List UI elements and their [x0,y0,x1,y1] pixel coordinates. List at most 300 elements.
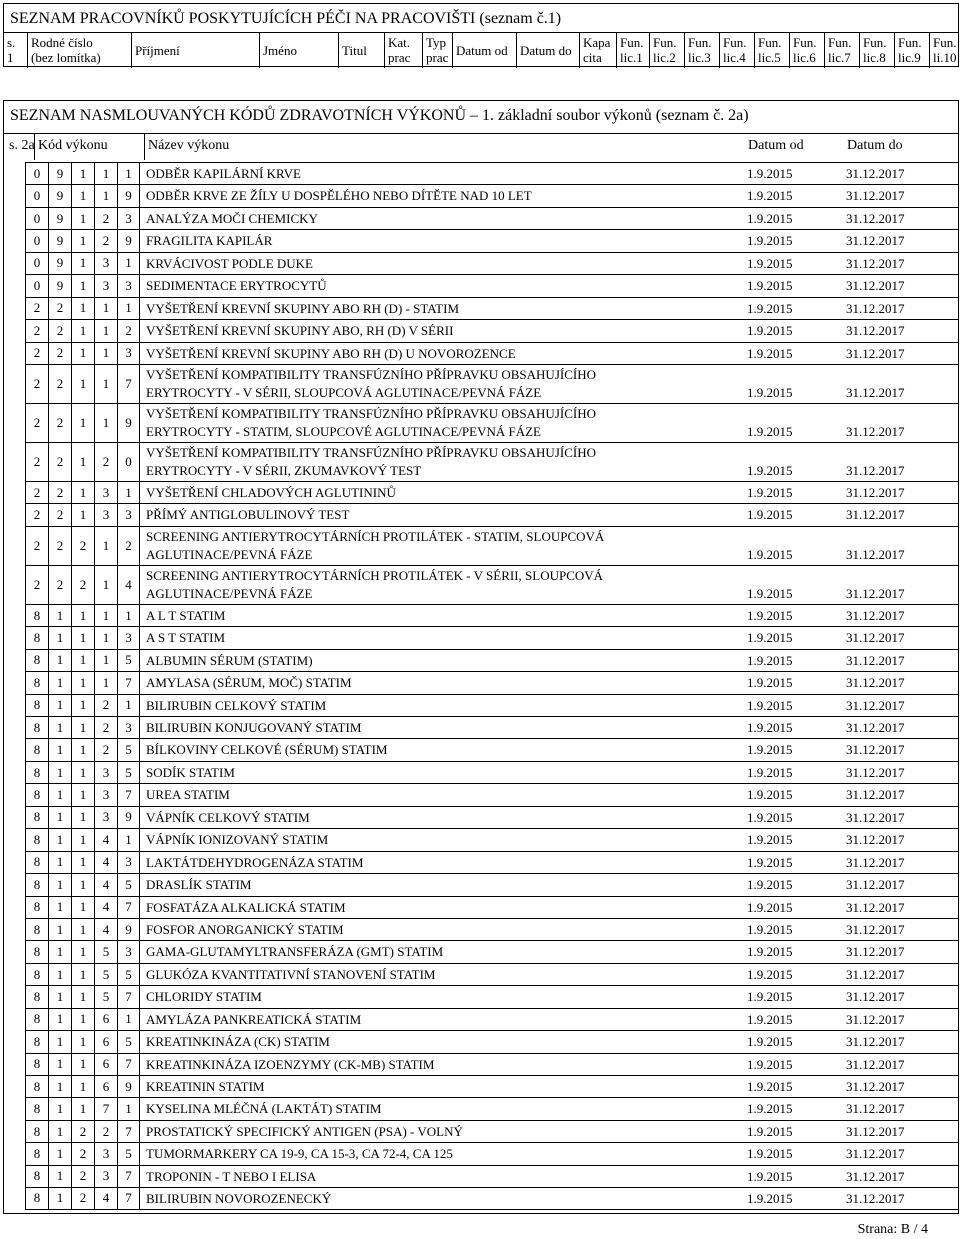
staff-column-header-line: Datum do [520,43,572,58]
code-digit: 7 [117,784,140,805]
table-row [25,828,959,850]
code-digit: 2 [71,1121,94,1142]
date-from: 1.9.2015 [747,1011,793,1027]
date-from: 1.9.2015 [747,1034,793,1050]
table-row [25,1165,959,1187]
code-digit: 2 [25,443,48,481]
date-to: 31.12.2017 [846,1034,905,1050]
code-digit: 2 [25,566,48,604]
staff-column-header-line: Příjmení [135,43,180,58]
staff-column-header-line: lic.1 [620,50,643,65]
code-digit: 9 [117,919,140,940]
code-digit: 3 [94,762,117,783]
header-num: s. 2a [9,138,35,153]
staff-column-header [894,33,929,68]
date-to: 31.12.2017 [846,1101,905,1117]
procedure-name-line: GAMA-GLUTAMYLTRANSFERÁZA (GMT) STATIM [146,944,444,960]
procedure-name-line: DRASLÍK STATIM [146,877,252,893]
code-digit: 7 [117,1188,140,1208]
date-to: 31.12.2017 [846,300,905,316]
date-to: 31.12.2017 [846,384,905,400]
code-digit: 1 [71,208,94,229]
table-row [25,481,959,503]
staff-column-header-line: Typ [426,35,447,50]
table-row [25,274,959,296]
procedure-name [146,528,746,564]
date-to: 31.12.2017 [846,546,905,562]
code-digit: 8 [25,650,48,671]
table-row [25,1053,959,1075]
staff-column-header [754,33,789,68]
code-digit: 1 [94,627,117,648]
code-digit: 1 [71,185,94,206]
code-digit: 1 [117,1009,140,1030]
code-digit: 1 [117,829,140,850]
code-digit: 5 [94,941,117,962]
code-digit: 3 [94,807,117,828]
staff-column-header-line: Fun. [793,35,817,50]
procedure-name [146,831,746,849]
code-digit: 8 [25,605,48,626]
table-row [25,806,959,828]
date-to: 31.12.2017 [846,764,905,780]
procedure-name [146,719,746,737]
code-digit: 1 [48,650,71,671]
procedure-name-line: TROPONIN - T NEBO I ELISA [146,1168,317,1184]
staff-column-header-line: li.10 [933,50,957,65]
code-digit: 9 [117,807,140,828]
code-digit: 1 [94,566,117,604]
code-digit: 3 [117,343,140,364]
code-digit: 7 [117,897,140,918]
code-digit: 8 [25,739,48,760]
code-digit: 3 [94,1143,117,1164]
procedure-name-line: ODBĚR KAPILÁRNÍ KRVE [146,166,301,181]
date-from: 1.9.2015 [747,921,793,937]
procedure-name [146,607,746,625]
table-row [25,896,959,918]
staff-column-header [616,33,649,68]
code-digit: 1 [117,163,140,184]
date-to: 31.12.2017 [846,899,905,915]
code-digit: 2 [94,695,117,716]
date-from: 1.9.2015 [747,278,793,294]
code-digit: 5 [117,762,140,783]
date-to: 31.12.2017 [846,607,905,623]
table-row [25,671,959,693]
code-digit: 2 [71,527,94,565]
table-row [25,565,959,604]
procedure-name [146,988,746,1006]
code-digit: 1 [71,874,94,895]
procedure-name [146,484,746,502]
code-digit: 3 [94,784,117,805]
staff-column-header [649,33,684,68]
staff-column-header-line: Fun. [653,35,677,50]
date-to: 31.12.2017 [846,1168,905,1184]
table-row [25,1187,959,1209]
date-from: 1.9.2015 [747,507,793,523]
procedure-name [146,255,746,273]
date-from: 1.9.2015 [747,345,793,361]
code-digit: 2 [94,443,117,481]
staff-column-header-line: Kat. [388,35,411,50]
code-digit: 8 [25,717,48,738]
code-digit: 3 [94,253,117,274]
code-digit: 1 [48,1143,71,1164]
code-digit: 1 [48,1121,71,1142]
procedure-name-line: GLUKÓZA KVANTITATIVNÍ STANOVENÍ STATIM [146,966,436,982]
date-to: 31.12.2017 [846,188,905,204]
code-digit: 3 [117,941,140,962]
code-digit: 8 [25,986,48,1007]
code-digit: 2 [25,504,48,525]
code-digit: 1 [71,964,94,985]
staff-column-header-line: Fun. [828,35,852,50]
code-digit: 4 [94,874,117,895]
staff-column-header-line: Fun. [933,35,957,50]
procedure-name [146,1078,746,1096]
code-digit: 1 [71,986,94,1007]
table-row [25,207,959,229]
code-digit: 7 [117,1121,140,1142]
code-digit: 2 [25,320,48,341]
table-row [25,1008,959,1030]
procedure-name-line: TUMORMARKERY CA 19-9, CA 15-3, CA 72-4, CA 125 [146,1146,453,1162]
date-to: 31.12.2017 [846,210,905,226]
table-row [25,940,959,962]
date-to: 31.12.2017 [846,697,905,713]
procedure-name-line: ALBUMIN SÉRUM (STATIM) [146,652,313,668]
code-digit: 5 [117,964,140,985]
code-digit: 1 [71,739,94,760]
procedure-name-line: VYŠETŘENÍ KREVNÍ SKUPINY ABO RH (D) - STATIM [146,300,460,316]
procedure-name-line: FRAGILITA KAPILÁR [146,233,273,249]
date-from: 1.9.2015 [747,323,793,339]
code-digit: 2 [48,343,71,364]
table-row [25,1030,959,1052]
code-digit: 1 [117,253,140,274]
code-digit: 1 [94,650,117,671]
code-digit: 1 [48,695,71,716]
staff-column-header-line: Fun. [723,35,747,50]
code-digit: 1 [48,919,71,940]
code-digit: 7 [117,1166,140,1187]
procedure-name [146,943,746,961]
table-row [25,963,959,985]
date-to: 31.12.2017 [846,345,905,361]
code-digit: 3 [117,717,140,738]
code-digit: 7 [94,1098,117,1119]
code-digit: 2 [117,527,140,565]
code-digit: 1 [94,404,117,442]
code-digit: 1 [71,852,94,873]
date-from: 1.9.2015 [747,809,793,825]
code-digit: 1 [71,253,94,274]
code-digit: 5 [94,964,117,985]
code-digit: 8 [25,627,48,648]
code-digit: 1 [71,1009,94,1030]
procedure-name [146,899,746,917]
code-digit: 2 [48,504,71,525]
code-digit: 5 [117,1031,140,1052]
code-digit: 1 [71,504,94,525]
table-row [25,738,959,760]
date-from: 1.9.2015 [747,697,793,713]
procedure-name-line: SCREENING ANTIERYTROCYTÁRNÍCH PROTILÁTEK - STATIM, SLOUPCOVÁ [146,528,605,544]
table-row [25,1097,959,1119]
code-digit: 4 [94,1188,117,1208]
code-digit: 2 [71,1166,94,1187]
code-digit: 0 [25,275,48,296]
code-digit: 8 [25,852,48,873]
code-digit: 5 [117,874,140,895]
table-row [25,716,959,738]
code-digit: 1 [48,784,71,805]
procedure-name-line: A L T STATIM [146,607,226,623]
table-row [25,364,959,403]
date-to: 31.12.2017 [846,966,905,982]
staff-column-header-line: prac [388,50,411,65]
date-from: 1.9.2015 [747,742,793,758]
table-row [25,184,959,206]
procedure-name [146,1011,746,1029]
staff-column-header-line: Fun. [688,35,712,50]
code-digit: 8 [25,964,48,985]
date-to: 31.12.2017 [846,1079,905,1094]
code-digit: 3 [117,275,140,296]
code-digit: 1 [48,807,71,828]
procedure-name-line: BILIRUBIN KONJUGOVANÝ STATIM [146,720,362,735]
table-row [25,297,959,319]
procedure-name [146,741,746,759]
code-digit: 2 [25,298,48,319]
procedure-name [146,876,746,894]
code-digit: 1 [94,605,117,626]
staff-column-header-line: s. [7,35,16,50]
procedure-name [146,1056,746,1074]
date-from: 1.9.2015 [747,1191,793,1207]
procedure-list-title: SEZNAM NASMLOUVANÝCH KÓDŮ ZDRAVOTNÍCH VÝKONŮ – 1. základní soubor výkonů (seznam č. 2a) [10,107,749,124]
date-to: 31.12.2017 [846,630,905,646]
table-row [25,851,959,873]
code-digit: 2 [117,320,140,341]
procedure-name [146,809,746,827]
code-digit: 1 [71,672,94,693]
staff-column-header [452,33,516,68]
procedure-list-header [4,133,958,160]
code-digit: 7 [117,1054,140,1075]
procedure-name [146,405,746,441]
code-digit: 1 [48,1188,71,1208]
procedure-name [146,165,746,183]
staff-column-header-line: Titul [342,43,367,58]
date-to: 31.12.2017 [846,423,905,439]
code-digit: 1 [48,1166,71,1187]
date-to: 31.12.2017 [846,1011,905,1027]
code-digit: 1 [94,298,117,319]
staff-column-header [516,33,579,68]
code-digit: 0 [117,443,140,481]
procedure-name-line: VYŠETŘENÍ KREVNÍ SKUPINY ABO RH (D) U NOVOROZENCE [146,345,516,361]
procedure-name-line: PŘÍMÝ ANTIGLOBULINOVÝ TEST [146,507,350,523]
code-digit: 9 [48,208,71,229]
code-digit: 1 [117,605,140,626]
code-digit: 1 [71,404,94,442]
procedure-name [146,444,746,480]
code-digit: 3 [94,1166,117,1187]
procedure-name-line: ODBĚR KRVE ZE ŽÍLY U DOSPĚLÉHO NEBO DÍTĚTE NAD 10 LET [146,188,532,204]
procedure-name [146,652,746,670]
code-digit: 6 [94,1076,117,1097]
code-digit: 6 [94,1031,117,1052]
staff-column-header [579,33,616,68]
date-to: 31.12.2017 [846,255,905,271]
procedure-name-line: A S T STATIM [146,630,226,646]
code-digit: 8 [25,784,48,805]
procedure-name-line: VYŠETŘENÍ CHLADOVÝCH AGLUTININŮ [146,484,396,500]
code-digit: 1 [48,1054,71,1075]
date-from: 1.9.2015 [747,966,793,982]
table-row [25,342,959,364]
date-to: 31.12.2017 [846,233,905,249]
table-row [25,873,959,895]
date-from: 1.9.2015 [747,1146,793,1162]
procedure-name [146,1168,746,1186]
code-digit: 8 [25,1143,48,1164]
code-digit: 1 [71,605,94,626]
header-name: Název výkonu [148,138,230,153]
code-digit: 2 [94,717,117,738]
code-digit: 3 [117,852,140,873]
staff-column-header-line: 1 [7,50,14,65]
code-digit: 1 [71,784,94,805]
code-digit: 2 [94,230,117,251]
code-digit: 1 [94,185,117,206]
code-digit: 1 [117,482,140,503]
date-from: 1.9.2015 [747,210,793,226]
procedure-table [25,162,959,1210]
procedure-name-line: KYSELINA MLÉČNÁ (LAKTÁT) STATIM [146,1101,382,1117]
code-digit: 1 [94,672,117,693]
code-digit: 1 [71,941,94,962]
date-to: 31.12.2017 [846,854,905,870]
date-to: 31.12.2017 [846,1123,905,1139]
code-digit: 9 [117,230,140,251]
table-row [25,1120,959,1142]
code-digit: 8 [25,1031,48,1052]
code-digit: 2 [25,365,48,403]
date-from: 1.9.2015 [747,546,793,562]
procedure-name-line: VYŠETŘENÍ KOMPATIBILITY TRANSFÚZNÍHO PŘÍPRAVKU OBSAHUJÍCÍHO [146,366,596,382]
date-to: 31.12.2017 [846,921,905,937]
date-from: 1.9.2015 [747,764,793,780]
staff-column-header-line: lic.2 [653,50,676,65]
date-to: 31.12.2017 [846,787,905,803]
code-digit: 1 [94,320,117,341]
code-digit: 4 [94,829,117,850]
code-digit: 9 [117,404,140,442]
table-row [25,403,959,442]
code-digit: 1 [71,762,94,783]
staff-column-header-line: Fun. [898,35,922,50]
procedure-name [146,697,746,715]
code-digit: 4 [94,852,117,873]
code-digit: 1 [71,807,94,828]
code-digit: 0 [25,208,48,229]
date-to: 31.12.2017 [846,989,905,1005]
code-digit: 1 [71,1031,94,1052]
procedure-name-line: BILIRUBIN CELKOVÝ STATIM [146,697,327,713]
staff-column-header [338,33,384,68]
date-to: 31.12.2017 [846,652,905,668]
code-digit: 5 [117,739,140,760]
procedure-name-line: VYŠETŘENÍ KREVNÍ SKUPINY ABO, RH (D) V SÉRII [146,323,454,339]
staff-column-header-line: Fun. [620,35,644,50]
code-digit: 1 [71,343,94,364]
code-digit: 7 [117,672,140,693]
staff-column-header [789,33,824,68]
procedure-name [146,232,746,250]
code-digit: 8 [25,695,48,716]
code-digit: 7 [117,986,140,1007]
code-digit: 3 [94,275,117,296]
code-digit: 6 [94,1009,117,1030]
code-digit: 3 [94,482,117,503]
code-digit: 9 [48,253,71,274]
staff-column-header [859,33,894,68]
code-digit: 6 [94,1054,117,1075]
code-digit: 0 [25,185,48,206]
date-from: 1.9.2015 [747,1101,793,1117]
date-to: 31.12.2017 [846,484,905,500]
procedure-name [146,187,746,205]
code-digit: 1 [71,695,94,716]
date-from: 1.9.2015 [747,877,793,893]
code-digit: 1 [71,298,94,319]
date-from: 1.9.2015 [747,1056,793,1072]
procedure-name [146,966,746,984]
code-digit: 1 [48,1031,71,1052]
code-digit: 8 [25,1166,48,1187]
staff-column-header [384,33,422,68]
code-digit: 1 [117,298,140,319]
table-row [25,526,959,565]
date-to: 31.12.2017 [846,278,905,294]
code-digit: 8 [25,919,48,940]
code-digit: 1 [71,275,94,296]
code-digit: 0 [25,230,48,251]
code-digit: 1 [48,874,71,895]
code-digit: 1 [71,829,94,850]
code-digit: 1 [94,343,117,364]
staff-column-header-line: lic.5 [758,50,781,65]
code-digit: 1 [71,1098,94,1119]
code-digit: 2 [25,404,48,442]
code-digit: 1 [48,672,71,693]
procedure-name-line: UREA STATIM [146,787,230,803]
staff-column-header [131,33,259,68]
procedure-name-line: ERYTROCYTY - STATIM, SLOUPCOVÉ AGLUTINACE/PEVNÁ FÁZE [146,423,541,439]
date-from: 1.9.2015 [747,1168,793,1184]
staff-column-header-line: prac [426,50,449,65]
date-to: 31.12.2017 [846,462,905,478]
code-digit: 1 [48,762,71,783]
code-digit: 4 [94,919,117,940]
code-digit: 8 [25,1054,48,1075]
staff-column-header [684,33,719,68]
code-digit: 9 [117,1076,140,1097]
